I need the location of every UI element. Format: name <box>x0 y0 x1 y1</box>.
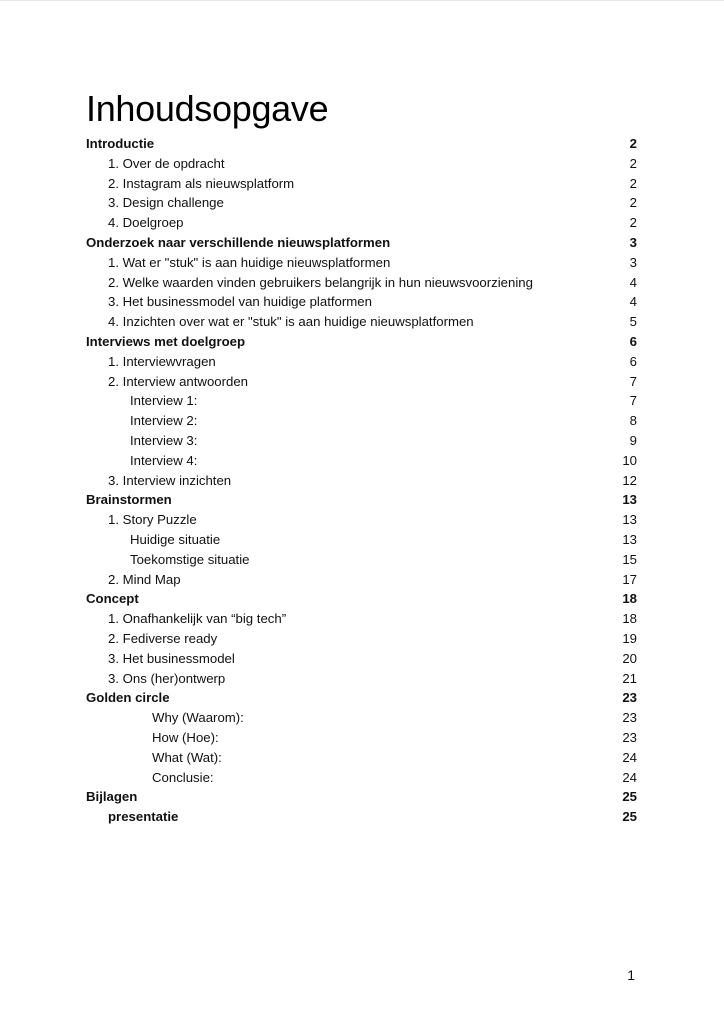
toc-entry-page-number: 13 <box>622 492 637 508</box>
toc-entry-label: Onderzoek naar verschillende nieuwsplatformen <box>86 234 391 250</box>
toc-entry-label: Introductie <box>86 136 155 151</box>
toc-entry[interactable] <box>86 154 637 174</box>
toc-entry-label: 3. Het businessmodel <box>108 650 235 666</box>
toc-entry[interactable] <box>86 352 637 372</box>
toc-entry-label: Interview 3: <box>130 432 198 448</box>
toc-entry-page-number: 3 <box>629 254 637 270</box>
toc-entry-label: 2. Interview antwoorden <box>108 373 249 389</box>
toc-entry[interactable] <box>86 748 637 768</box>
toc-entry-label: Conclusie: <box>152 769 214 785</box>
toc-entry[interactable] <box>86 332 637 352</box>
toc-entry-label: 4. Inzichten over wat er "stuk" is aan huidige nieuwsplatformen <box>108 314 474 330</box>
toc-entry-label: 4. Doelgroep <box>108 215 184 231</box>
toc-entry-label: 1. Interviewvragen <box>108 353 216 369</box>
toc-entry-page-number: 24 <box>622 749 637 765</box>
toc-entry-page-number: 4 <box>629 274 637 290</box>
toc-entry[interactable] <box>86 708 637 728</box>
toc-entry[interactable] <box>86 213 637 233</box>
toc-entry-page-number: 5 <box>629 314 637 330</box>
toc-entry[interactable] <box>86 391 637 411</box>
toc-entry-label: 2. Instagram als nieuwsplatform <box>108 175 295 191</box>
toc-entry-label: Golden circle <box>86 690 170 706</box>
toc-entry[interactable] <box>86 787 637 807</box>
toc-entry[interactable] <box>86 273 637 293</box>
toc-entry[interactable] <box>86 530 637 550</box>
toc-entry-page-number: 17 <box>622 571 637 587</box>
toc-entry-page-number: 7 <box>629 373 637 389</box>
toc-entry-page-number: 13 <box>622 512 637 528</box>
toc-entry-page-number: 2 <box>629 175 637 191</box>
toc-entry[interactable] <box>86 193 637 213</box>
toc-entry-page-number: 13 <box>622 531 637 547</box>
toc-entry-label: 1. Story Puzzle <box>108 512 197 528</box>
toc-entry[interactable] <box>86 134 637 154</box>
toc-entry[interactable] <box>86 431 637 451</box>
toc-entry-label: 2. Welke waarden vinden gebruikers belangrijk in hun nieuwsvoorziening <box>108 274 533 290</box>
toc-entry[interactable] <box>86 312 637 332</box>
toc-entry-page-number: 6 <box>629 353 637 369</box>
toc-entry-label: Why (Waarom): <box>152 710 244 726</box>
toc-entry-page-number: 12 <box>622 472 637 488</box>
toc-entry-label: Interview 2: <box>130 413 198 429</box>
toc-entry-label: 1. Onafhankelijk van “big tech” <box>108 611 287 627</box>
page-number: 1 <box>627 967 635 983</box>
toc-entry-page-number: 23 <box>622 710 637 726</box>
toc-entry-page-number: 10 <box>622 452 637 468</box>
toc-entry-label: 2. Mind Map <box>108 571 181 587</box>
toc-entry-page-number: 8 <box>629 413 637 429</box>
toc-entry-page-number: 2 <box>629 155 637 171</box>
toc-entry-page-number: 25 <box>622 789 637 805</box>
toc-entry-page-number: 21 <box>622 670 637 686</box>
toc-entry-page-number: 9 <box>629 432 637 448</box>
toc-entry-page-number: 2 <box>629 136 637 151</box>
toc-entry[interactable] <box>86 807 637 827</box>
toc-entry-page-number: 7 <box>629 393 637 409</box>
toc-entry-label: Interview 4: <box>130 452 198 468</box>
toc-entry[interactable] <box>86 490 637 510</box>
toc-entry-label: Huidige situatie <box>130 531 221 547</box>
toc-entry[interactable] <box>86 570 637 590</box>
toc-entry-label: Interviews met doelgroep <box>86 333 246 349</box>
toc-entry[interactable] <box>86 451 637 471</box>
toc-entry[interactable] <box>86 471 637 491</box>
table-of-contents <box>86 134 637 827</box>
toc-entry-label: How (Hoe): <box>152 729 219 745</box>
toc-entry-label: 1. Wat er "stuk" is aan huidige nieuwsplatformen <box>108 254 391 270</box>
toc-entry-page-number: 24 <box>622 769 637 785</box>
toc-entry-label: Toekomstige situatie <box>130 551 250 567</box>
toc-entry[interactable] <box>86 669 637 689</box>
toc-entry-page-number: 4 <box>629 294 637 310</box>
toc-entry-page-number: 3 <box>629 234 637 250</box>
toc-entry-label: Brainstormen <box>86 492 172 508</box>
toc-entry[interactable] <box>86 510 637 530</box>
toc-entry[interactable] <box>86 174 637 194</box>
toc-entry[interactable] <box>86 609 637 629</box>
toc-entry-page-number: 23 <box>622 690 637 706</box>
toc-entry-page-number: 25 <box>622 809 637 825</box>
toc-entry[interactable] <box>86 589 637 609</box>
toc-entry[interactable] <box>86 768 637 788</box>
toc-entry-label: 3. Ons (her)ontwerp <box>108 670 226 686</box>
toc-entry[interactable] <box>86 550 637 570</box>
toc-entry[interactable] <box>86 253 637 273</box>
toc-entry-page-number: 18 <box>622 591 637 607</box>
toc-entry[interactable] <box>86 688 637 708</box>
toc-entry[interactable] <box>86 629 637 649</box>
toc-entry-page-number: 15 <box>622 551 637 567</box>
toc-entry-page-number: 18 <box>622 611 637 627</box>
toc-entry-label: Interview 1: <box>130 393 198 409</box>
toc-entry-label: presentatie <box>108 809 179 825</box>
toc-entry[interactable] <box>86 233 637 253</box>
toc-entry[interactable] <box>86 292 637 312</box>
toc-entry[interactable] <box>86 649 637 669</box>
toc-entry-label: Bijlagen <box>86 789 138 805</box>
toc-entry[interactable] <box>86 728 637 748</box>
toc-entry-label: 1. Over de opdracht <box>108 155 225 171</box>
toc-entry[interactable] <box>86 411 637 431</box>
toc-entry-label: What (Wat): <box>152 749 222 765</box>
toc-entry-page-number: 20 <box>622 650 637 666</box>
toc-entry-page-number: 23 <box>622 729 637 745</box>
toc-entry-page-number: 2 <box>629 215 637 231</box>
toc-entry[interactable] <box>86 372 637 392</box>
page-title: Inhoudsopgave <box>86 88 329 129</box>
toc-entry-page-number: 6 <box>629 333 637 349</box>
toc-entry-page-number: 19 <box>622 630 637 646</box>
toc-entry-label: 2. Fediverse ready <box>108 630 218 646</box>
toc-entry-label: Concept <box>86 591 139 607</box>
toc-entry-page-number: 2 <box>629 195 637 211</box>
toc-entry-label: 3. Interview inzichten <box>108 472 232 488</box>
toc-entry-label: 3. Design challenge <box>108 195 224 211</box>
toc-entry-label: 3. Het businessmodel van huidige platformen <box>108 294 372 310</box>
